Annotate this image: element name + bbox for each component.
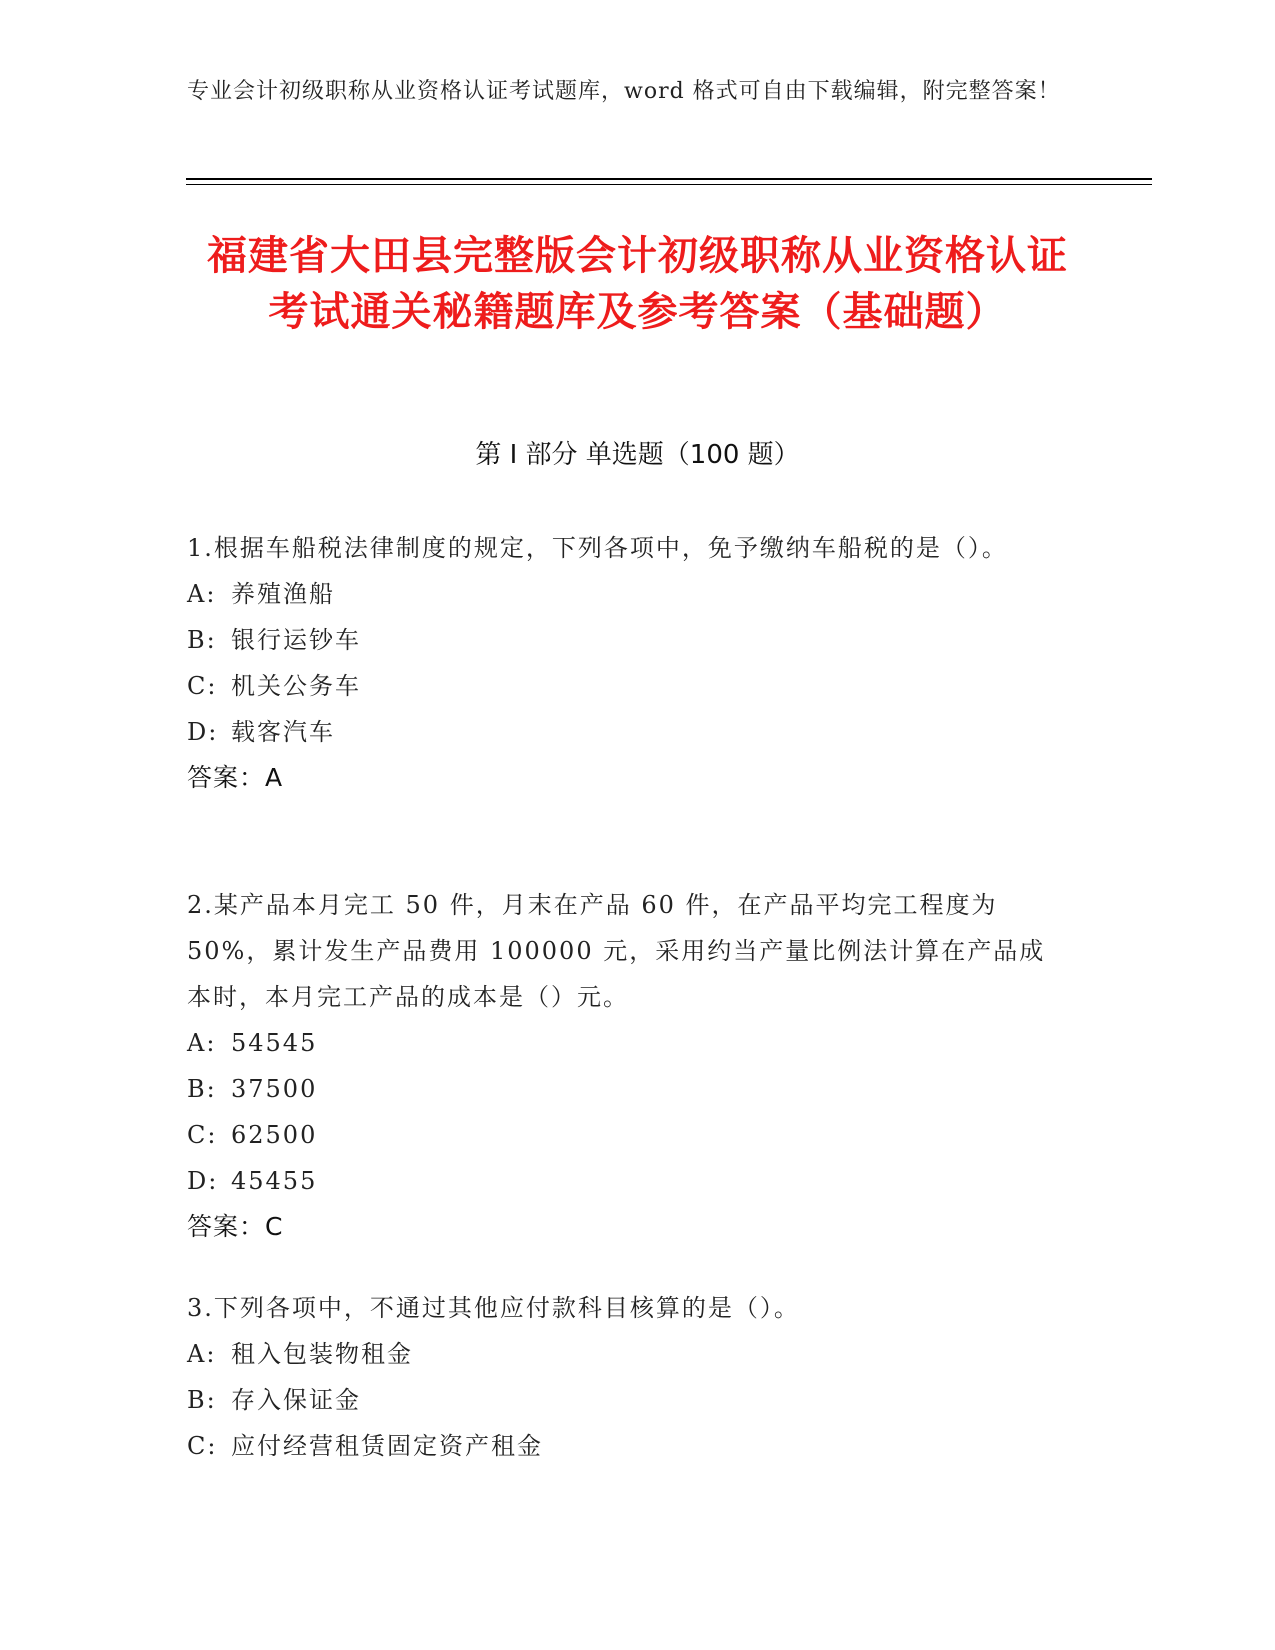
option-b xyxy=(187,1066,1067,1112)
question-text: 3.下列各项中，不通过其他应付款科目核算的是（）。 xyxy=(187,1294,800,1322)
option-b xyxy=(187,617,1067,663)
option-a xyxy=(187,1020,1067,1066)
document-title: 福建省大田县完整版会计初级职称从业资格认证考试通关秘籍题库及参考答案（基础题） xyxy=(207,233,1068,335)
option-b xyxy=(187,1377,1067,1423)
option-a xyxy=(187,571,1067,617)
option-c xyxy=(187,1112,1067,1158)
option-text: 45455 xyxy=(231,1167,318,1195)
option-text: 银行运钞车 xyxy=(231,626,361,654)
option-text: 54545 xyxy=(231,1029,318,1057)
option-letter: C: xyxy=(187,1432,218,1460)
option-d xyxy=(187,1158,1067,1204)
answer: 答案：A xyxy=(187,763,284,792)
option-text: 37500 xyxy=(231,1075,318,1103)
header-rule-thin xyxy=(186,184,1152,185)
option-letter: D: xyxy=(187,1167,219,1195)
option-a xyxy=(187,1331,1067,1377)
option-text: 62500 xyxy=(231,1121,318,1149)
question-1 xyxy=(187,525,1067,801)
option-c xyxy=(187,1423,1067,1469)
option-letter: C: xyxy=(187,1121,218,1149)
option-letter: B: xyxy=(187,1075,217,1103)
option-letter: A: xyxy=(187,1340,217,1368)
section-heading: 第 I 部分 单选题（100 题） xyxy=(475,440,800,470)
option-text: 存入保证金 xyxy=(231,1386,361,1414)
option-text: 租入包装物租金 xyxy=(231,1340,413,1368)
option-text: 应付经营租赁固定资产租金 xyxy=(231,1432,543,1460)
option-letter: A: xyxy=(187,580,217,608)
option-text: 养殖渔船 xyxy=(231,580,335,608)
option-letter: C: xyxy=(187,672,218,700)
question-text: 2.某产品本月完工 50 件，月末在产品 60 件，在产品平均完工程度为 50%，累计发生产品费用 100000 元，采用约当产量比例法计算在产品成本时，本月完工产品的成本是（）元。 xyxy=(187,891,1046,1011)
option-letter: B: xyxy=(187,1386,217,1414)
answer: 答案：C xyxy=(187,1212,284,1241)
header-note: 专业会计初级职称从业资格认证考试题库，word 格式可自由下载编辑，附完整答案！ xyxy=(187,79,1061,104)
question-2 xyxy=(187,882,1067,1250)
option-letter: A: xyxy=(187,1029,217,1057)
option-text: 机关公务车 xyxy=(231,672,361,700)
question-3 xyxy=(187,1285,1067,1469)
option-text: 载客汽车 xyxy=(231,718,335,746)
option-d xyxy=(187,709,1067,755)
option-letter: D: xyxy=(187,718,219,746)
option-c xyxy=(187,663,1067,709)
question-text: 1.根据车船税法律制度的规定，下列各项中，免予缴纳车船税的是（）。 xyxy=(187,534,1008,562)
header-rule-thick xyxy=(186,178,1152,180)
option-letter: B: xyxy=(187,626,217,654)
